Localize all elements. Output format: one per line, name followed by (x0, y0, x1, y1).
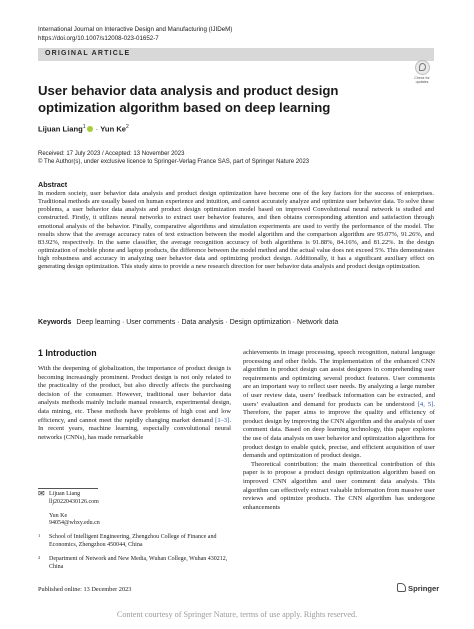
author-list (38, 124, 129, 134)
affiliation-footnote-1 (38, 534, 228, 550)
courtesy-notice: Content courtesy of Springer Nature, terms of use apply. Rights reserved. (116, 610, 358, 619)
email-address-2[interactable]: 94054@whxy.edu.cn (49, 520, 100, 527)
article-type-label: ORIGINAL ARTICLE (45, 50, 131, 57)
keywords-list: Deep learning · User comments · Data analysis · Design optimization · Network data (76, 319, 339, 326)
citation-link[interactable]: [1–3] (215, 416, 230, 424)
affiliation-number-1: 1 (38, 533, 41, 538)
published-online-date: Published online: 13 December 2023 (38, 586, 132, 593)
affiliation-text-2: Department of Network and New Media, Wuhan College, Wuhan 430212, China (49, 556, 228, 570)
intro-paragraph-contribution: Theoretical contribution: the main theoretical contribution of this paper is to propose a product design optimization algorithm based on improved CNN algorithm and user comment data analysis. This algorithm can effectively extract valuable information from massive user reviews and optimize products. The CNN algorithm has undergone enhancements (243, 460, 435, 511)
article-dates (38, 150, 309, 166)
check-for-updates-badge[interactable] (410, 60, 434, 84)
email-address-1[interactable]: llj20220430126.com (49, 498, 99, 505)
journal-header (38, 25, 232, 43)
journal-name: International Journal on Interactive Design and Manufacturing (IJIDeM) (38, 26, 233, 33)
article-title: User behavior data analysis and product design optimization algorithm based on deep learning (38, 83, 339, 115)
author-affil-1: 1 (82, 124, 86, 130)
intro-paragraph (243, 349, 435, 461)
copyright-line: © The Author(s), under exclusive licence to Springer-Verlag France SAS, part of Springer Nature 2023 (38, 159, 310, 165)
corresponding-author-footnote (38, 491, 228, 528)
affiliation-footnote-2 (38, 556, 228, 572)
footnote-divider (38, 488, 98, 489)
keywords (38, 319, 434, 326)
check-updates-icon (415, 60, 430, 75)
introduction-left-column (38, 365, 231, 469)
intro-text-left-a: With the deepening of globalization, the importance of product design is becoming increasingly prominent. Product design is not only related to the practicality of the product, but also directly affects the purchasing decision of the consumer. However, traditional user behavior data analysis methods mainly include manual research, experimental design, data mining, etc. These methods have problems of high cost and low efficiency, and cannot meet the rapidly changing market demand (38, 365, 231, 424)
article-type-bar (38, 48, 434, 61)
doi-link[interactable]: https://doi.org/10.1007/s12008-023-01652-7 (38, 35, 159, 42)
email-name-2: Yun Ke (49, 512, 68, 519)
affiliation-text-1: School of Intelligent Engineering, Zhengzhou College of Finance and Economics, Zhengzhou 450044, China (49, 534, 217, 548)
intro-text-left-b: . In recent years, machine learning, especially convolutional neural networks (CNNs), has made remarkable (38, 416, 231, 441)
citation-link[interactable]: [4, 5] (417, 400, 434, 408)
springer-logo[interactable] (397, 583, 439, 593)
abstract-heading: Abstract (38, 180, 68, 189)
introduction-right-column (243, 349, 435, 556)
author-separator: · (95, 124, 99, 134)
envelope-icon: ✉ (38, 489, 45, 498)
email-name-1: Lijuan Liang (49, 491, 81, 497)
orcid-icon[interactable] (87, 126, 93, 132)
keywords-label: Keywords (38, 319, 72, 326)
author-name-2[interactable]: Yun Ke (100, 124, 127, 134)
received-accepted-dates: Received: 17 July 2023 / Accepted: 13 November 2023 (38, 151, 185, 157)
intro-text-right-a: achievements in image processing, speech recognition, natural language processing and other fields. The implementation of the enhanced CNN algorithm in product design can assist designers in comprehending user requirements and optimizing several product features. User comments are an important way to reflect user needs. By analyzing a large number of user review data, users’ feedback information can be extracted, and users’ evaluation and demand for products can be understood (243, 349, 435, 408)
author-name-1[interactable]: Lijuan Liang (38, 124, 83, 134)
section-heading-introduction: 1 Introduction (38, 348, 97, 358)
author-affil-2: 2 (126, 124, 129, 130)
affiliation-number-2: 2 (38, 555, 41, 560)
springer-horse-icon (397, 583, 406, 592)
intro-text-right-b: . Therefore, the paper aims to improve the quality and efficiency of product design by improving the CNN algorithm and the analysis of user comment data. Based on deep learning technology, this paper explores the use of data analysis on user behavior and optimization algorithms for product design to enable quick, precise, and efficient acquisition of user demands and optimization of product design. (243, 400, 435, 460)
publisher-name: Springer (408, 584, 440, 593)
check-updates-label: Check for updates (414, 76, 430, 84)
abstract-text: In modern society, user behavior data analysis and product design optimization have become one of the key factors for the success of enterprises. Traditional methods are usually based on human experience and intuition, and cannot accurately analyze and optimize user behavior data. To solve these problems, a user behavior data analysis and product design optimization model based on improved Convolutional neural network is studied and constructed. Firstly, it utilizes neural networks to extract user behavior features, and then obtains corresponding attention and satisfaction through emotional analysis of the behavior. Finally, comparative algorithms and simulation experiments are used to verify the performance of the model. The results show that the average accuracy rates of text extraction between the model algorithm and the comparison algorithm are 95.07%, 91.26%, and 83.92%, respectively. In the same classifier, the average recognition accuracy of both algorithms is 91.88%, 84.16%, and 81.22%. In the design optimization of mobile phone and laptop products, the difference between the model method and the actual value does not exceed 5%. This demonstrates high robustness and accuracy in analyzing user behavior data and optimizing product design. Additionally, it has a significant auxiliary effect on generating design optimization. This study aims to provide a new research direction for user behavior data analysis and product design optimization. (38, 190, 434, 271)
